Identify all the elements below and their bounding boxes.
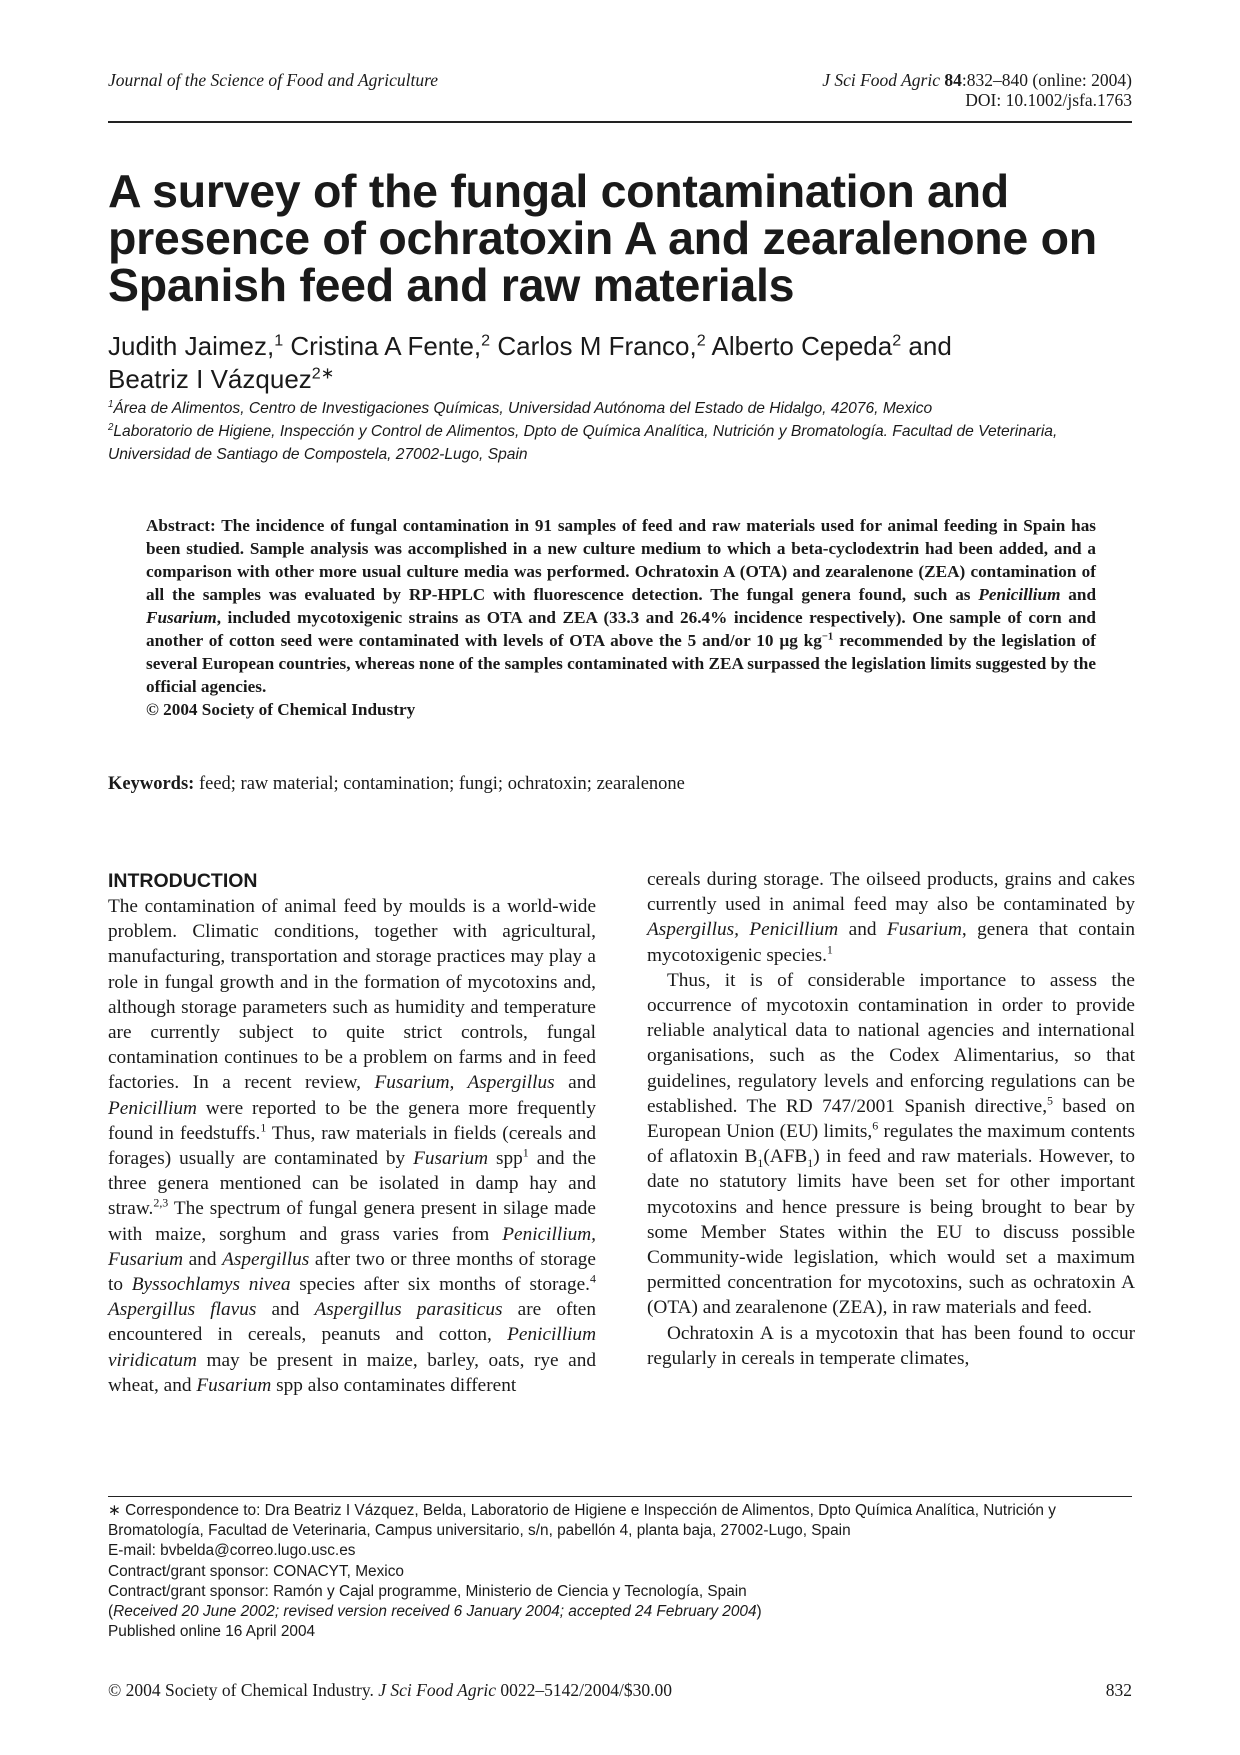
citation-volume: 84 [944, 70, 962, 90]
author-affil-mark: 1 [274, 331, 284, 350]
abstract-copyright: © 2004 Society of Chemical Industry [146, 700, 416, 719]
section-heading-introduction: INTRODUCTION [108, 870, 258, 892]
footer-copyright: © 2004 Society of Chemical Industry. J Sci Food Agric 0022–5142/2004/$30.00 [108, 1680, 673, 1700]
body-column-right [647, 867, 1135, 1371]
author-list [108, 330, 1138, 396]
author-affil-mark: 2 [696, 331, 706, 350]
author-name: Cristina A Fente, [290, 331, 482, 361]
citation-line [822, 70, 1132, 90]
footnote-rule [108, 1496, 1132, 1497]
intro-paragraph-1: The contamination of animal feed by moulds is a world-wide problem. Climatic conditions, together with agricultural, manufacturing, transportation and storage practices may play a role in fungal growth and in the formation of mycotoxins and, although storage parameters such as humidity and temperature are currently subject to quite strict controls, fungal contamination continues to be a problem on farms and in feed factories. In a recent review, Fusarium, Aspergillus and Penicillium were reported to be the genera more frequently found in feedstuffs.$^1$ Thus, raw materials in fields (cereals and forages) usually are contaminated by Fusarium spp$^1$ and the three genera mentioned can be isolated in damp hay and straw.$^{2,3}$ The spectrum of fungal genera present in silage made with maize, sorghum and grass varies from Penicillium, Fusarium and Aspergillus after two or three months of storage to Byssochlamys nivea species after six months of storage.$^4$ Aspergillus flavus and Aspergillus parasiticus are often encountered in cereals, peanuts and cotton, Penicillium viridicatum may be present in maize, barley, oats, rye and wheat, and Fusarium spp also contaminates different [108, 896, 596, 1396]
intro-paragraph-3: Ochratoxin A is a mycotoxin that has been found to occur regularly in cereals in temperate climates, [647, 1322, 1135, 1369]
received-dates: (Received 20 June 2002; revised version received 6 January 2004; accepted 24 February 2004) [108, 1603, 762, 1621]
keywords-text: feed; raw material; contamination; fungi; ochratoxin; zearalenone [198, 774, 685, 794]
intro-paragraph-1-continued: cereals during storage. The oilseed products, grains and cakes currently used in animal feed may also be contaminated by Aspergillus, Penicillium and Fusarium, genera that contain mycotoxigenic species.$^1$ [647, 869, 1136, 966]
header-rule [108, 121, 1132, 123]
author-name: Beatriz I Vázquez [108, 364, 312, 394]
keywords-label: Keywords: [108, 774, 195, 794]
email-note: E-mail: bvbelda@correo.lugo.usc.es [108, 1542, 356, 1560]
citation-journal: J Sci Food Agric [822, 70, 940, 90]
author-name: Carlos M Franco, [497, 331, 697, 361]
running-header-journal: Journal of the Science of Food and Agriculture [108, 70, 439, 90]
author-affil-mark: 2 [481, 331, 491, 350]
published-online: Published online 16 April 2004 [108, 1623, 316, 1641]
footnotes [108, 1501, 1138, 1642]
body-column-left [108, 869, 596, 1398]
affiliation-2: $^2$Laboratorio de Higiene, Inspección y Control de Alimentos, Dpto de Química Analítica, Nutrición y Bromatología. Facultad de Veterinaria, Universidad de Santiago de Compostela, 27002-Lugo, Spain [108, 421, 1058, 463]
sponsor-note-2: Contract/grant sponsor: Ramón y Cajal programme, Ministerio de Ciencia y Tecnología, Spain [108, 1582, 747, 1600]
authors-conjunction: and [908, 331, 952, 361]
author-affil-mark: 2 [892, 331, 902, 350]
abstract-label: Abstract: [146, 516, 216, 535]
running-header-citation [822, 70, 1132, 110]
author-name: Alberto Cepeda [711, 331, 893, 361]
article-title: A survey of the fungal contamination and presence of ochratoxin A and zearalenone on Spanish feed and raw materials [108, 165, 1097, 311]
author-affil-mark: 2∗ [311, 364, 335, 383]
sponsor-note-1: Contract/grant sponsor: CONACYT, Mexico [108, 1562, 404, 1580]
citation-pages: :832–840 (online: 2004) [961, 70, 1132, 90]
author-name: Judith Jaimez, [108, 331, 275, 361]
keywords [108, 772, 1132, 796]
page-number: 832 [1105, 1680, 1132, 1700]
abstract: Abstract: The incidence of fungal contamination in 91 samples of feed and raw materials used for animal feeding in Spain has been studied. Sample analysis was accomplished in a new culture medium to which a beta-cyclodextrin had been added, and a comparison with other more usual culture media was performed. Ochratoxin A (OTA) and zearalenone (ZEA) contamination of all the samples was evaluated by RP-HPLC with fluorescence detection. The fungal genera found, such as Penicillium and Fusarium, included mycotoxigenic strains as OTA and ZEA (33.3 and 26.4% incidence respectively). One sample of corn and another of cotton seed were contaminated with levels of OTA above the 5 and/or 10 µg $kg^{-1}$ recommended by the legislation of several European countries, whereas none of the samples contaminated with ZEA surpassed the legislation limits suggested by the official agencies. © 2004 Society of Chemical Industry [146, 516, 1097, 719]
correspondence-note: ∗ Correspondence to: Dra Beatriz I Vázquez, Belda, Laboratorio de Higiene e Inspección de Alimentos, Dpto Química Analítica, Nutrición y Bromatología, Facultad de Veterinaria, Campus universitario, s/n, pabellón 4, planta baja, 27002-Lugo, Spain [108, 1502, 1056, 1540]
affiliation-1: $^1$Área de Alimentos, Centro de Investigaciones Químicas, Universidad Autónoma del Estado de Hidalgo, 42076, Mexico [108, 398, 933, 417]
intro-paragraph-2: Thus, it is of considerable importance to assess the occurrence of mycotoxin contamination in order to provide reliable analytical data to national agencies and international organisations, such as the Codex Alimentarius, so that guidelines, regulatory levels and enforcing regulations can be established. The RD 747/2001 Spanish directive,$^5$ based on European Union (EU) limits,$^6$ regulates the maximum contents of aflatoxin $B_1(AFB_1)$ in feed and raw materials. However, to date no statutory limits have been set for other important mycotoxins and hence pressure is being brought to bear by some Member States within the EU to discuss possible Community-wide legislation, which would set a maximum permitted concentration for mycotoxins, such as ochratoxin A (OTA) and zearalenone (ZEA), in raw materials and feed. [647, 969, 1136, 1319]
doi: DOI: 10.1002/jsfa.1763 [965, 90, 1132, 110]
